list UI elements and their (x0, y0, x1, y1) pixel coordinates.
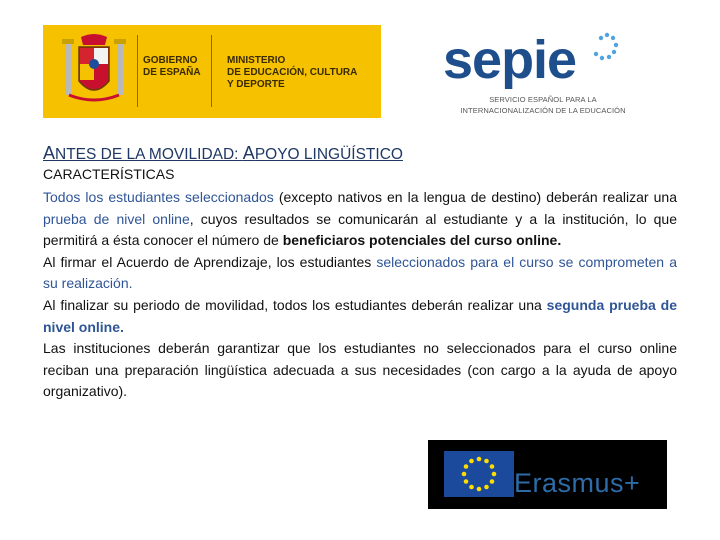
section-subheading: CARACTERÍSTICAS (43, 166, 175, 182)
erasmus-wordmark: Erasmus+ (514, 468, 641, 498)
gobierno-text: GOBIERNO DE ESPAÑA (143, 55, 201, 78)
sepie-stars-icon (594, 33, 618, 60)
title-initial: A (242, 143, 255, 163)
bold-text: beneficiaros potenciales del curso online. (282, 232, 562, 249)
paragraph (43, 295, 677, 338)
spanish-coat-of-arms-icon (59, 33, 129, 111)
page-title (43, 143, 403, 164)
logo-divider (211, 35, 212, 107)
title-initial: A (43, 143, 56, 163)
text-run: (excepto nativos en la lengua de destino) deberán realizar una (273, 189, 677, 205)
sepie-subtitle: SERVICIO ESPAÑOL PARA LA INTERNACIONALIZACIÓN DE LA EDUCACIÓN (460, 95, 626, 115)
paragraph (43, 252, 677, 295)
logo-divider (137, 35, 138, 107)
eu-stars-icon (444, 451, 514, 497)
eu-flag-icon (444, 451, 514, 497)
text-run: Al finalizar su periodo de movilidad, todos los estudiantes deberán realizar una (43, 296, 547, 313)
highlight-text: seleccionados para el curso se comprometen a su realización. (43, 253, 677, 292)
text-run: Al firmar el Acuerdo de Aprendizaje, los estudiantes (43, 253, 377, 270)
sepie-wordmark-text: sepie (443, 30, 577, 90)
body-text (43, 187, 677, 403)
ministerio-text: MINISTERIO DE EDUCACIÓN, CULTURA Y DEPORTE (227, 55, 358, 90)
highlight-bold-text: segunda prueba de nivel online. (43, 296, 677, 335)
paragraph (43, 187, 677, 252)
sepie-wordmark (443, 28, 673, 94)
text-run: Las instituciones deberán garantizar que los estudiantes no seleccionados para el curso online reciban una preparación lingüística adecuada a sus necesidades (con cargo a la ayuda de apoyo organizativo). (43, 340, 677, 400)
title-text: POYO LINGÜÍSTICO (254, 146, 403, 163)
erasmus-plus-logo (428, 440, 667, 509)
title-text: NTES DE LA MOVILIDAD: (55, 146, 243, 163)
sepie-logo (443, 28, 673, 123)
text-run: , cuyos resultados se comunicarán al estudiante y a la institución, lo que permitirá a ésta conocer el número de (43, 210, 677, 249)
gobierno-ministerio-logo (43, 25, 381, 118)
paragraph (43, 338, 677, 403)
highlight-text: Todos los estudiantes seleccionados (43, 189, 274, 205)
highlight-text: prueba de nivel online (43, 210, 190, 227)
